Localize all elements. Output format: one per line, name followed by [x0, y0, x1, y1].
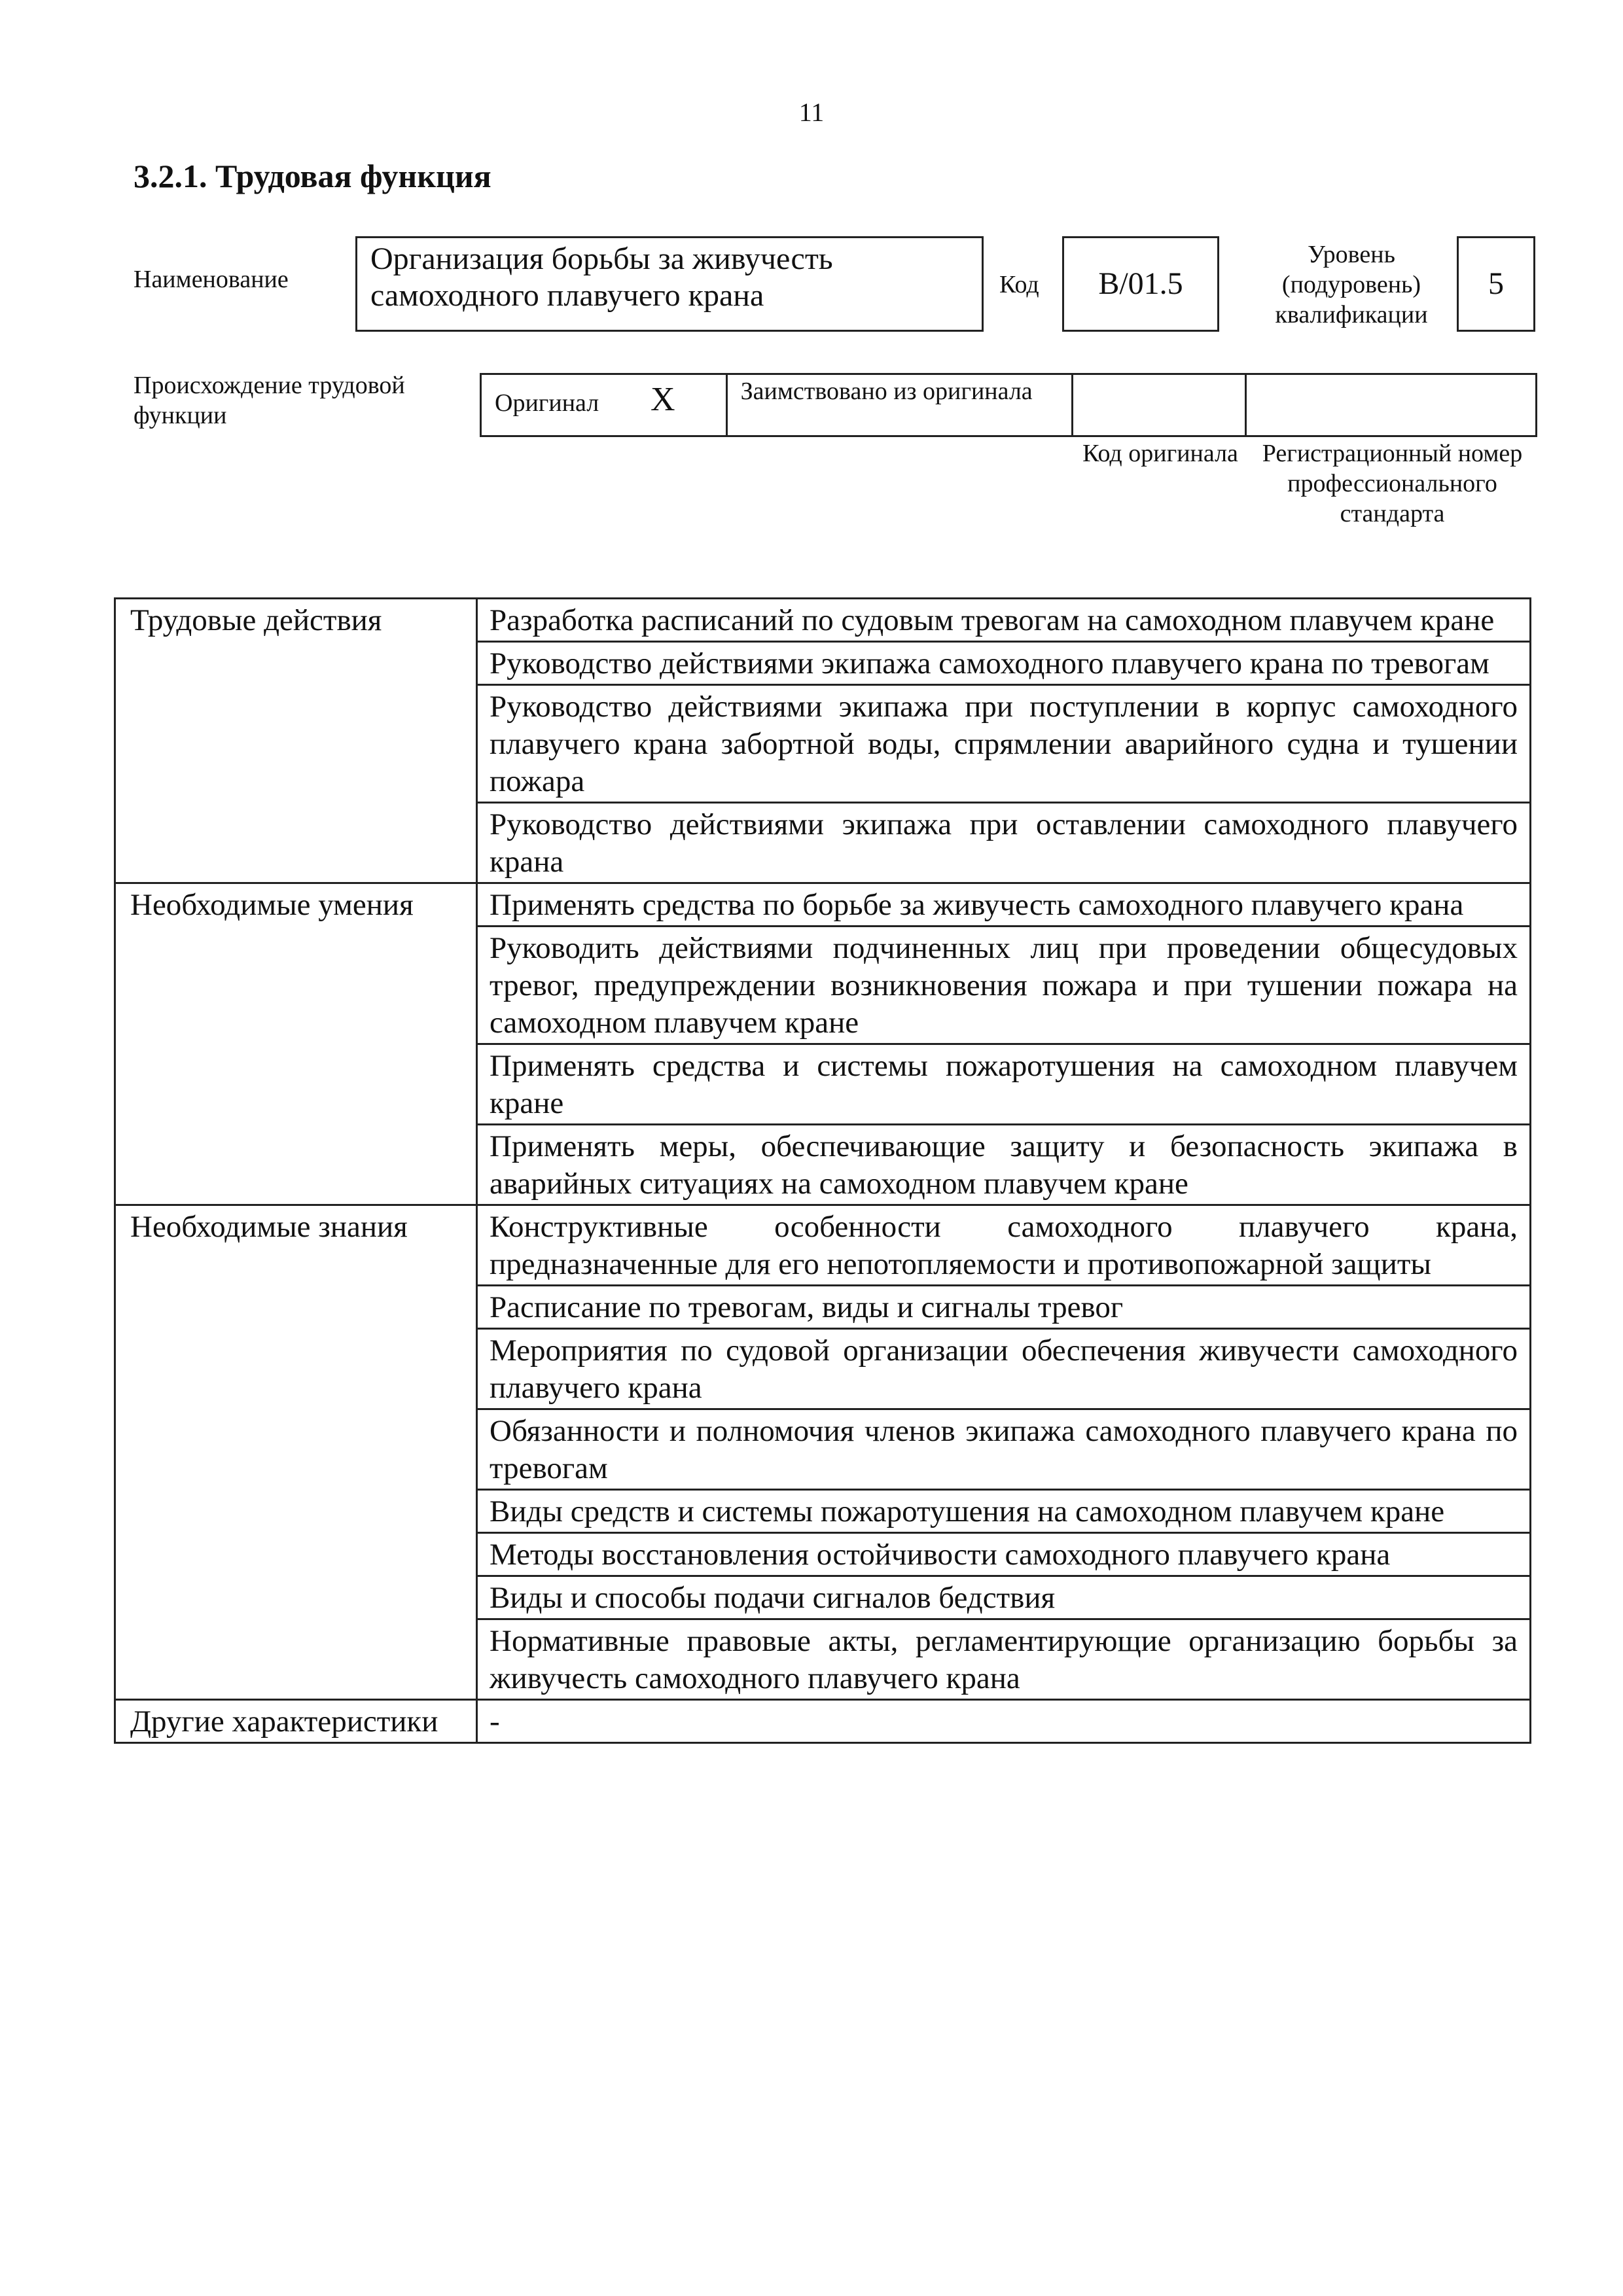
table-cell: Руководство действиями экипажа при поступлении в корпус самоходного плавучего крана забортной воды, спрямлении аварийного судна и тушении пожара — [477, 685, 1531, 803]
table-cell: Методы восстановления остойчивости самоходного плавучего крана — [477, 1533, 1531, 1576]
original-cell — [482, 375, 728, 435]
original-label: Оригинал — [495, 389, 599, 417]
table-cell: Руководить действиями подчиненных лиц при проведении общесудовых тревог, предупреждении возникновения пожара и при тушении пожара на самоходном плавучем кране — [477, 927, 1531, 1044]
section-title: 3.2.1. Трудовая функция — [134, 158, 491, 194]
table-cell: Руководство действиями экипажа самоходного плавучего крана по тревогам — [477, 642, 1531, 685]
row-heading: Другие характеристики — [115, 1700, 477, 1743]
table-cell: Применять средства по борьбе за живучесть самоходного плавучего крана — [477, 883, 1531, 927]
table-cell: Нормативные правовые акты, регламентирующие организацию борьбы за живучесть самоходного плавучего крана — [477, 1619, 1531, 1700]
row-heading: Необходимые знания — [115, 1205, 477, 1700]
table-cell: Руководство действиями экипажа при оставлении самоходного плавучего крана — [477, 803, 1531, 883]
table-cell: Обязанности и полномочия членов экипажа самоходного плавучего крана по тревогам — [477, 1409, 1531, 1490]
table-cell: Применять меры, обеспечивающие защиту и безопасность экипажа в аварийных ситуациях на самоходном плавучем кране — [477, 1125, 1531, 1205]
table-cell: Расписание по тревогам, виды и сигналы тревог — [477, 1286, 1531, 1329]
labor-function-table — [114, 597, 1531, 1744]
row-heading: Трудовые действия — [115, 599, 477, 883]
code-original-cell — [1073, 375, 1247, 435]
table-cell: Конструктивные особенности самоходного плавучего крана, предназначенные для его непотопляемости и противопожарной защиты — [477, 1205, 1531, 1286]
page-number: 11 — [798, 97, 825, 127]
name-value: Организация борьбы за живучесть самоходного плавучего крана — [370, 241, 833, 313]
origin-label: Происхождение трудовой функции — [134, 372, 405, 429]
table-cell: Виды средств и системы пожаротушения на самоходном плавучем кране — [477, 1490, 1531, 1533]
name-label: Наименование — [134, 266, 289, 293]
code-value-box — [1062, 236, 1219, 332]
borrowed-label: Заимствовано из оригинала — [740, 378, 1033, 405]
code-original-caption: Код оригинала — [1082, 440, 1238, 467]
table-cell: Разработка расписаний по судовым тревогам на самоходном плавучем кране — [477, 599, 1531, 642]
name-value-box — [355, 236, 984, 332]
level-value: 5 — [1488, 266, 1504, 301]
table-cell: Мероприятия по судовой организации обеспечения живучести самоходного плавучего крана — [477, 1329, 1531, 1409]
table-cell: Применять средства и системы пожаротушения на самоходном плавучем кране — [477, 1044, 1531, 1125]
origin-row — [480, 373, 1537, 437]
level-value-box — [1457, 236, 1535, 332]
table-row — [115, 1700, 1531, 1743]
table-row — [115, 883, 1531, 927]
table-cell: Виды и способы подачи сигналов бедствия — [477, 1576, 1531, 1619]
code-label: Код — [999, 271, 1039, 298]
level-label: Уровень (подуровень) квалификации — [1275, 241, 1428, 328]
table-row — [115, 1205, 1531, 1286]
borrowed-cell — [728, 375, 1073, 435]
reg-number-cell — [1247, 375, 1535, 435]
table-row — [115, 599, 1531, 642]
original-mark: X — [651, 381, 675, 418]
reg-number-caption: Регистрационный номер профессионального стандарта — [1262, 440, 1523, 527]
table-cell: - — [477, 1700, 1531, 1743]
code-value: B/01.5 — [1098, 266, 1183, 301]
row-heading: Необходимые умения — [115, 883, 477, 1205]
